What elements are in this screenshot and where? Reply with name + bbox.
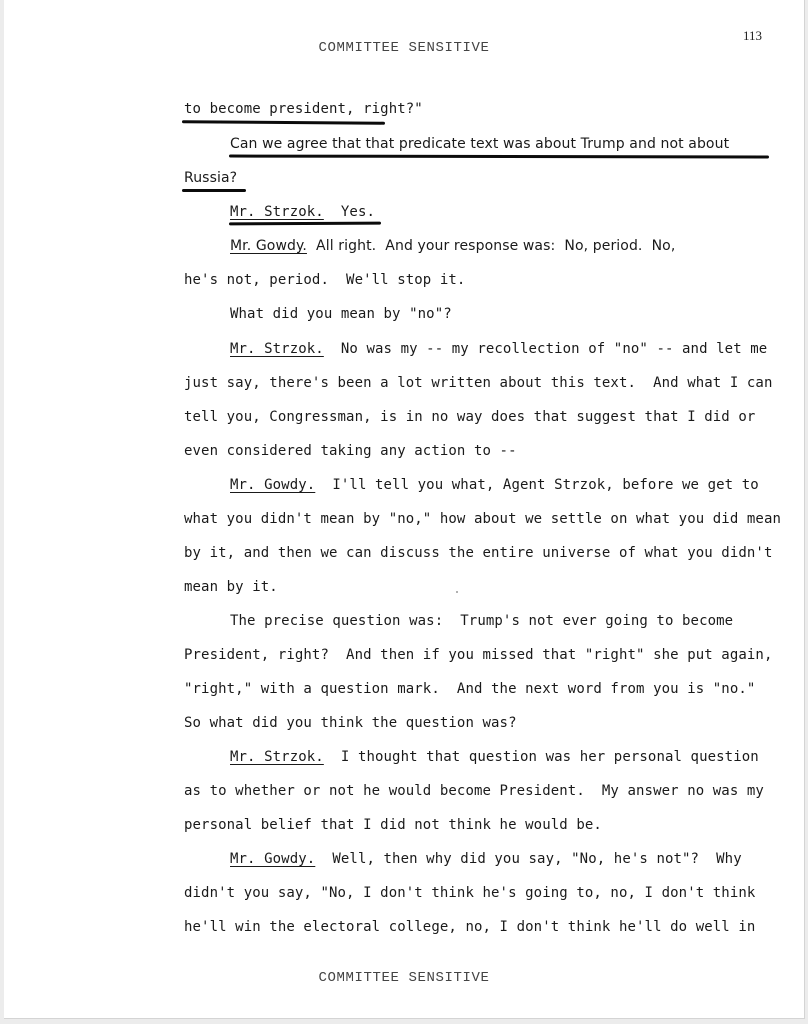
document-page bbox=[4, 0, 805, 1019]
transcript-line: by it, and then we can discuss the entire universe of what you didn't bbox=[184, 545, 773, 561]
speaker-name: Mr. Gowdy. bbox=[230, 238, 307, 254]
transcript-line bbox=[230, 340, 808, 358]
transcript-line: personal belief that I did not think he would be. bbox=[184, 817, 602, 833]
transcript-line bbox=[230, 748, 808, 766]
transcript-line bbox=[230, 850, 808, 868]
speaker-text: All right. And your response was: No, period. No, bbox=[306, 238, 676, 254]
speaker-name: Mr. Strzok. bbox=[230, 341, 324, 357]
scan-speck bbox=[456, 591, 458, 593]
speaker-name: Mr. Gowdy. bbox=[230, 851, 316, 867]
transcript-line: Russia? bbox=[184, 170, 238, 186]
speaker-text: No was my -- my recollection of "no" -- and let me bbox=[323, 341, 768, 357]
page-header: COMMITTEE SENSITIVE bbox=[318, 40, 490, 56]
transcript-line: So what did you think the question was? bbox=[184, 715, 517, 731]
hand-underline-mark bbox=[182, 120, 385, 124]
transcript-line: he's not, period. We'll stop it. bbox=[184, 272, 466, 288]
transcript-line: what you didn't mean by "no," how about we settle on what you did mean bbox=[184, 511, 782, 527]
transcript-line: even considered taking any action to -- bbox=[184, 443, 517, 459]
transcript-line: What did you mean by "no"? bbox=[230, 306, 452, 322]
hand-underline-mark bbox=[182, 189, 246, 192]
transcript-line bbox=[230, 237, 808, 255]
speaker-text: Yes. bbox=[323, 204, 376, 220]
transcript-line: President, right? And then if you missed that "right" she put again, bbox=[184, 647, 773, 663]
transcript-line: tell you, Congressman, is in no way does that suggest that I did or bbox=[184, 409, 756, 425]
transcript-line: just say, there's been a lot written about this text. And what I can bbox=[184, 375, 773, 391]
transcript-line: "right," with a question mark. And the next word from you is "no." bbox=[184, 681, 756, 697]
transcript-line: mean by it. bbox=[184, 579, 278, 595]
transcript-line bbox=[230, 476, 808, 494]
transcript-line: Can we agree that that predicate text was about Trump and not about bbox=[230, 136, 730, 152]
hand-underline-mark bbox=[229, 222, 381, 226]
speaker-name: Mr. Strzok. bbox=[230, 204, 324, 220]
speaker-text: I thought that question was her personal question bbox=[323, 749, 759, 765]
hand-underline-mark bbox=[229, 155, 769, 159]
transcript-line: to become president, right?" bbox=[184, 101, 423, 117]
speaker-text: Well, then why did you say, "No, he's not"? Why bbox=[315, 851, 742, 867]
page-footer: COMMITTEE SENSITIVE bbox=[318, 970, 490, 986]
transcript-line: didn't you say, "No, I don't think he's going to, no, I don't think bbox=[184, 885, 756, 901]
transcript-line bbox=[230, 203, 808, 221]
speaker-name: Mr. Gowdy. bbox=[230, 477, 316, 493]
transcript-line: he'll win the electoral college, no, I don't think he'll do well in bbox=[184, 919, 756, 935]
page-number: 113 bbox=[742, 28, 762, 43]
transcript-line: The precise question was: Trump's not ever going to become bbox=[230, 613, 734, 629]
transcript-line: as to whether or not he would become President. My answer no was my bbox=[184, 783, 764, 799]
speaker-text: I'll tell you what, Agent Strzok, before we get to bbox=[315, 477, 759, 493]
speaker-name: Mr. Strzok. bbox=[230, 749, 324, 765]
